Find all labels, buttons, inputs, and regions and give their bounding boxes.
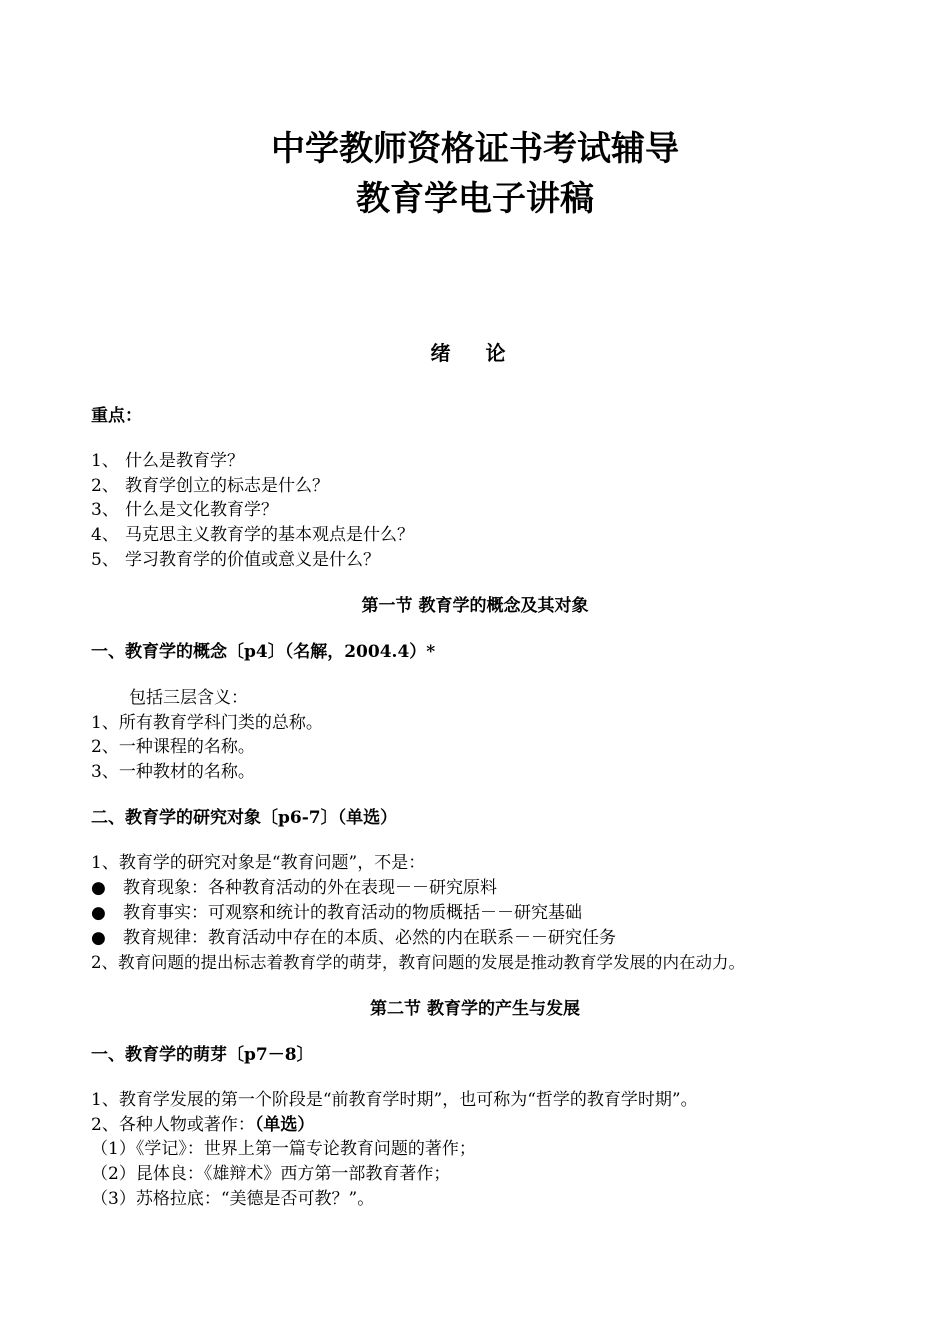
document-title-line1: 中学教师资格证书考试辅导 (271, 129, 679, 169)
section2-item2 (91, 1113, 314, 1137)
section1-part1-item: 1、所有教育学科门类的总称。 (91, 713, 323, 733)
section1-part2-item1: 1、教育学的研究对象是“教育问题”，不是： (91, 853, 426, 873)
key-point-text: 什么是文化教育学？ (125, 500, 278, 520)
section2-subitem: （1）《学记》：世界上第一篇专论教育问题的著作； (91, 1139, 476, 1159)
section1-part2-heading: 二、教育学的研究对象〔p6-7〕（单选） (91, 808, 398, 828)
section2-item2-tag: （单选） (254, 1115, 315, 1135)
bullet-text: 教育事实：可观察和统计的教育活动的物质概括－－研究基础 (123, 903, 582, 923)
key-point-item (91, 474, 329, 498)
section1-part1-item: 2、一种课程的名称。 (91, 737, 255, 757)
bullet-item (91, 926, 616, 950)
key-point-text: 学习教育学的价值或意义是什么？ (125, 550, 380, 570)
key-point-item (91, 449, 244, 473)
bullet-text: 教育现象：各种教育活动的外在表现－－研究原料 (123, 878, 497, 898)
key-point-number: 3、 (91, 500, 119, 520)
section1-part1-heading: 一、教育学的概念〔p4〕（名解，2004.4）* (91, 642, 436, 662)
key-point-item (91, 523, 414, 547)
section2-subitem: （2）昆体良：《雄辩术》西方第一部教育著作； (91, 1164, 451, 1184)
key-point-number: 4、 (91, 525, 119, 545)
key-point-item (91, 498, 278, 522)
section2-part1-heading: 一、教育学的萌芽〔p7－8〕 (91, 1045, 314, 1065)
section2-subitem: （3）苏格拉底：“美德是否可教？”。 (91, 1189, 375, 1209)
key-point-text: 什么是教育学？ (125, 451, 244, 471)
key-point-number: 2、 (91, 476, 119, 496)
key-point-number: 1、 (91, 451, 119, 471)
key-point-number: 5、 (91, 550, 119, 570)
document-title-line2: 教育学电子讲稿 (356, 179, 594, 219)
section1-title: 第一节 教育学的概念及其对象 (361, 596, 589, 616)
bullet-icon: ● (91, 878, 106, 898)
section2-title: 第二节 教育学的产生与发展 (370, 999, 580, 1019)
section2-item2-text: 2、各种人物或著作： (91, 1115, 255, 1135)
bullet-item (91, 901, 582, 925)
key-point-text: 马克思主义教育学的基本观点是什么？ (125, 525, 414, 545)
section1-part2-item2: 2、教育问题的提出标志着教育学的萌芽，教育问题的发展是推动教育学发展的内在动力。 (91, 953, 745, 972)
key-point-item (91, 548, 380, 572)
key-points-heading: 重点： (91, 406, 142, 426)
bullet-icon: ● (91, 928, 106, 948)
section2-item1: 1、教育学发展的第一个阶段是“前教育学时期”，也可称为“哲学的教育学时期”。 (91, 1090, 698, 1110)
chapter-title: 绪 论 (430, 341, 520, 365)
bullet-icon: ● (91, 903, 106, 923)
section1-part1-item: 3、一种教材的名称。 (91, 762, 255, 782)
bullet-text: 教育规律：教育活动中存在的本质、必然的内在联系－－研究任务 (123, 928, 616, 948)
bullet-item (91, 876, 497, 900)
key-point-text: 教育学创立的标志是什么？ (125, 476, 329, 496)
section1-part1-intro: 包括三层含义： (129, 688, 248, 708)
